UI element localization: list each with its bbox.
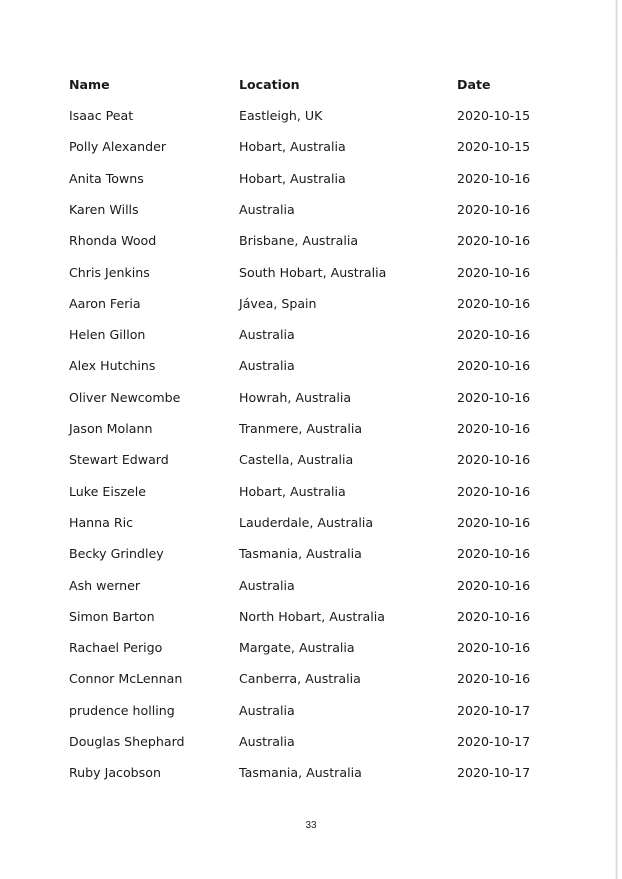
row-name: Luke Eiszele: [69, 483, 146, 499]
row-location: Australia: [239, 201, 295, 217]
row-date: 2020-10-16: [457, 671, 531, 687]
row-name: Simon Barton: [69, 608, 155, 624]
page-number: 33: [305, 820, 317, 831]
row-name: Jason Molann: [69, 421, 153, 436]
row-name: Isaac Peat: [69, 108, 134, 123]
row-name: Douglas Shephard: [69, 734, 185, 749]
row-location: Tasmania, Australia: [239, 765, 362, 781]
row-location: Australia: [239, 577, 295, 593]
row-name: Karen Wills: [69, 201, 139, 217]
header-date: Date: [457, 77, 491, 92]
table-row: [0, 169, 622, 189]
row-location: Hobart, Australia: [239, 483, 346, 499]
row-date: 2020-10-16: [457, 358, 531, 374]
table-row: [0, 137, 622, 157]
row-date: 2020-10-16: [457, 483, 531, 499]
row-date: 2020-10-16: [457, 514, 531, 530]
row-date: 2020-10-16: [457, 389, 531, 405]
table-row: [0, 263, 622, 283]
header-name: Name: [69, 77, 110, 92]
row-location: Lauderdale, Australia: [239, 514, 374, 530]
row-location: Australia: [239, 358, 295, 374]
row-location: Jávea, Spain: [239, 295, 317, 311]
table-row: [0, 732, 622, 752]
row-name: Polly Alexander: [69, 139, 167, 155]
row-location: Hobart, Australia: [239, 139, 346, 155]
table-row: [0, 513, 622, 533]
row-location: Canberra, Australia: [239, 671, 361, 687]
row-date: 2020-10-16: [457, 421, 531, 436]
table-row: [0, 294, 622, 314]
row-date: 2020-10-17: [457, 765, 531, 781]
table-row: [0, 669, 622, 689]
row-name: Rhonda Wood: [69, 233, 157, 249]
row-date: 2020-10-16: [457, 327, 531, 343]
row-name: Connor McLennan: [69, 671, 183, 687]
row-date: 2020-10-16: [457, 295, 531, 311]
table-row: [0, 325, 622, 345]
table-row: [0, 231, 622, 251]
row-location: Castella, Australia: [239, 452, 354, 468]
row-location: Australia: [239, 327, 295, 343]
row-location: Australia: [239, 734, 295, 749]
page-edge-shadow: [615, 0, 618, 879]
row-name: Alex Hutchins: [69, 358, 156, 374]
row-date: 2020-10-16: [457, 452, 531, 468]
row-date: 2020-10-15: [457, 139, 531, 155]
row-date: 2020-10-16: [457, 170, 531, 186]
row-date: 2020-10-16: [457, 546, 531, 562]
row-date: 2020-10-16: [457, 201, 531, 217]
row-date: 2020-10-16: [457, 608, 531, 624]
row-name: Stewart Edward: [69, 452, 169, 468]
row-location: Tasmania, Australia: [239, 546, 362, 562]
row-name: Hanna Ric: [69, 514, 134, 530]
row-date: 2020-10-16: [457, 577, 531, 593]
table-row: [0, 200, 622, 220]
row-name: Chris Jenkins: [69, 264, 150, 280]
row-name: Becky Grindley: [69, 546, 164, 562]
row-name: prudence holling: [69, 702, 175, 718]
row-location: Australia: [239, 702, 295, 718]
row-name: Ash werner: [69, 577, 141, 593]
table-row: [0, 701, 622, 721]
header-location: Location: [239, 77, 300, 92]
row-date: 2020-10-16: [457, 640, 531, 656]
table-row: [0, 607, 622, 627]
row-location: Tranmere, Australia: [239, 421, 363, 436]
table-row: [0, 544, 622, 564]
row-location: Margate, Australia: [239, 640, 355, 656]
row-location: Howrah, Australia: [239, 389, 352, 405]
row-name: Rachael Perigo: [69, 640, 163, 656]
table-row: [0, 482, 622, 502]
row-location: South Hobart, Australia: [239, 264, 387, 280]
row-name: Oliver Newcombe: [69, 389, 181, 405]
row-name: Ruby Jacobson: [69, 765, 161, 781]
table-row: [0, 106, 622, 126]
row-date: 2020-10-17: [457, 734, 531, 749]
row-location: North Hobart, Australia: [239, 608, 385, 624]
table-row: [0, 763, 622, 783]
table-row: [0, 576, 622, 596]
table-header-row: [0, 75, 622, 95]
row-date: 2020-10-17: [457, 702, 531, 718]
table-row: [0, 450, 622, 470]
row-name: Aaron Feria: [69, 295, 141, 311]
table-row: [0, 356, 622, 376]
row-date: 2020-10-15: [457, 108, 531, 123]
row-location: Hobart, Australia: [239, 170, 346, 186]
row-date: 2020-10-16: [457, 264, 531, 280]
row-name: Helen Gillon: [69, 327, 146, 343]
row-location: Brisbane, Australia: [239, 233, 359, 249]
row-location: Eastleigh, UK: [239, 108, 323, 123]
row-date: 2020-10-16: [457, 233, 531, 249]
row-name: Anita Towns: [69, 170, 144, 186]
table-row: [0, 419, 622, 439]
table-row: [0, 638, 622, 658]
table-row: [0, 388, 622, 408]
